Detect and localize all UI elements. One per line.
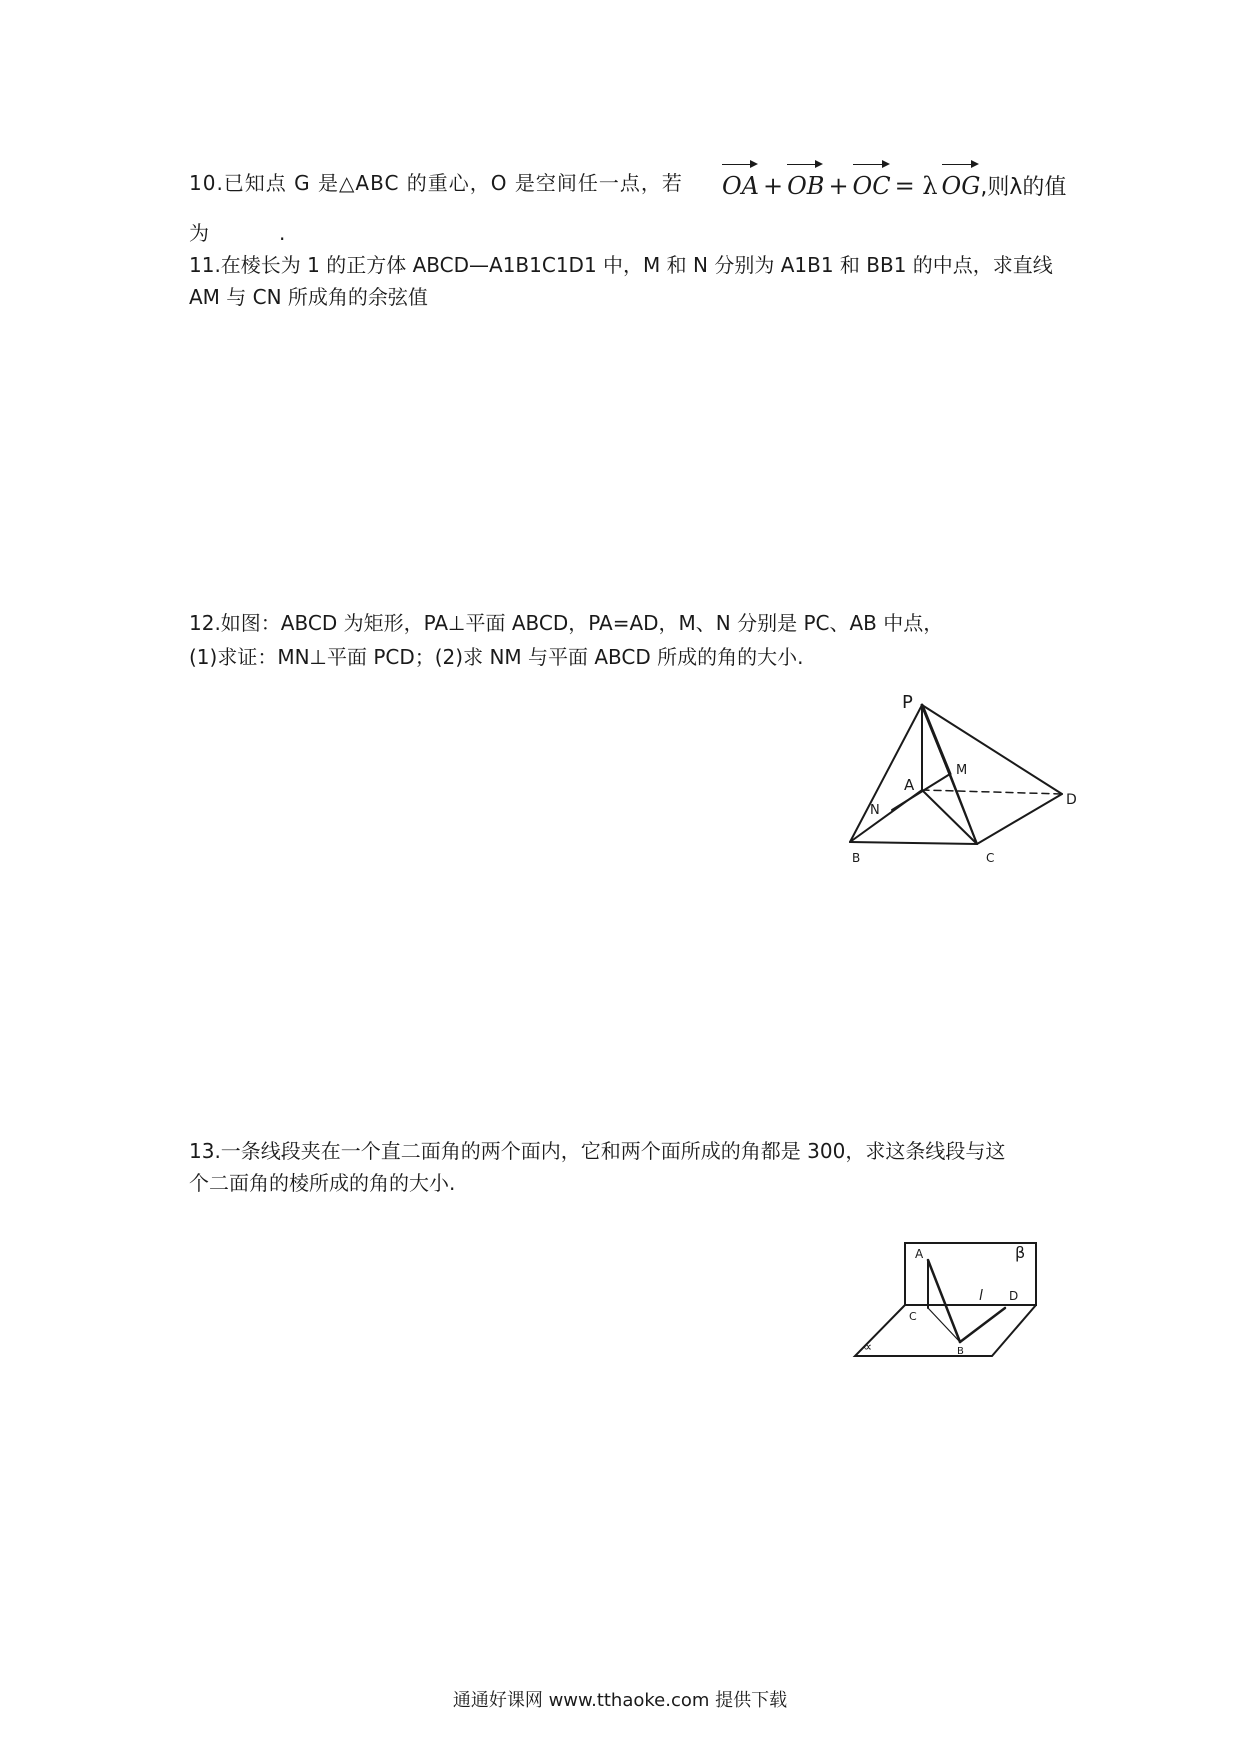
q11-line-1: 11.在棱长为 1 的正方体 ABCD—A1B1C1D1 中，M 和 N 分别为 A1B1 和 BB1 的中点，求直线	[189, 253, 1053, 277]
edge-pd	[922, 705, 1062, 794]
segment-ab	[928, 1260, 960, 1342]
equals-lambda: = λ	[894, 172, 938, 200]
q10-vector-formula	[722, 158, 1066, 208]
label-d: D	[1066, 792, 1077, 808]
edge-ad-dashed	[922, 790, 1062, 794]
label-p: P	[902, 692, 913, 713]
vector-og: OG	[942, 158, 981, 206]
q12-line-1: 12.如图：ABCD 为矩形，PA⊥平面 ABCD，PA=AD，M、N 分别是 PC、AB 中点，	[189, 611, 944, 635]
q13-line-2: 个二面角的棱所成的角的大小.	[189, 1171, 456, 1195]
label-l: l	[979, 1288, 983, 1304]
label-c: C	[986, 851, 995, 865]
q11-line-2: AM 与 CN 所成角的余弦值	[189, 285, 428, 309]
label-c: C	[909, 1310, 917, 1323]
segment-mc	[950, 774, 977, 844]
vector-oa: OA	[722, 158, 759, 206]
edge-cd	[977, 794, 1062, 844]
plus-sign: +	[763, 172, 784, 200]
edge-ac	[922, 790, 977, 844]
q10-tail: ,则λ的值	[980, 175, 1067, 200]
segment-cb	[928, 1308, 960, 1342]
label-a: A	[915, 1247, 924, 1261]
segment-bd	[960, 1308, 1005, 1342]
q13-dihedral-figure	[845, 1238, 1045, 1358]
label-b: B	[957, 1346, 964, 1357]
label-alpha: ∝	[863, 1340, 873, 1355]
q12-line-2: (1)求证：MN⊥平面 PCD；(2)求 NM 与平面 ABCD 所成的角的大小.	[189, 645, 804, 669]
q10-line2-start: 为	[189, 221, 209, 245]
label-m: M	[956, 763, 968, 778]
q10-line2-end: .	[279, 221, 286, 245]
vector-ob: OB	[787, 158, 824, 206]
edge-pm-bold	[922, 705, 950, 774]
q13-line-1: 13.一条线段夹在一个直二面角的两个面内，它和两个面所成的角都是 300，求这条线段与这	[189, 1139, 1006, 1163]
label-b: B	[852, 851, 861, 865]
vector-oc: OC	[853, 158, 891, 206]
label-beta: β	[1015, 1243, 1026, 1262]
q10-line-1	[189, 168, 683, 198]
edge-bc	[850, 842, 977, 844]
q12-pyramid-figure	[840, 690, 1100, 870]
page-footer: 通通好课网 www.tthaoke.com 提供下载	[452, 1690, 788, 1711]
label-d: D	[1009, 1289, 1019, 1303]
label-a: A	[904, 776, 915, 794]
plus-sign: +	[828, 172, 849, 200]
label-n: N	[870, 803, 880, 818]
edge-pb	[850, 705, 922, 842]
q10-line-2	[189, 218, 285, 248]
plane-alpha	[855, 1305, 1036, 1356]
q10-lead: 10.已知点 G 是△ABC 的重心，O 是空间任一点，若	[189, 171, 683, 195]
